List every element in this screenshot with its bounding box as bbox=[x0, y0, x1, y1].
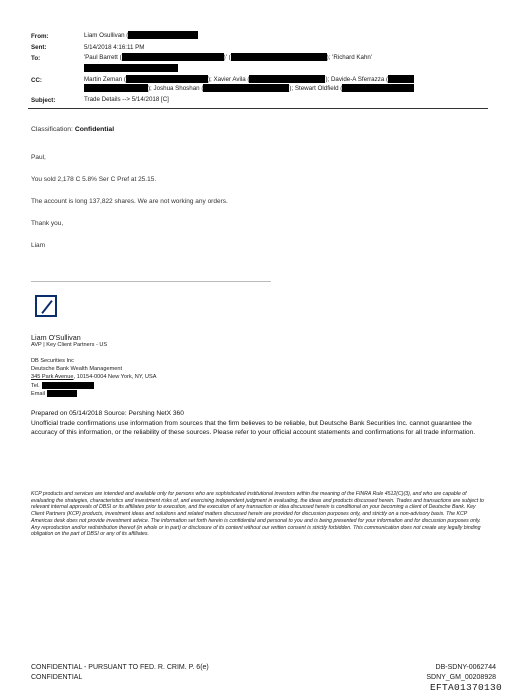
sender-first-name: Liam bbox=[31, 242, 46, 249]
greeting: Paul, bbox=[31, 154, 46, 161]
classification-value: Confidential bbox=[74, 126, 115, 133]
footer-bates-db: DB-SDNY-0062744 bbox=[435, 664, 496, 671]
cc-name-3: ); Davide-A Sferrazza ( bbox=[325, 75, 389, 83]
redaction bbox=[249, 75, 325, 83]
redaction bbox=[388, 75, 414, 83]
cc-name-2: ); Xavier Avila ( bbox=[207, 75, 250, 83]
redaction bbox=[47, 390, 77, 397]
deutsche-bank-logo bbox=[35, 295, 57, 317]
address-rest: , 10154-0004 New York, NY, USA bbox=[73, 374, 157, 380]
redaction bbox=[84, 84, 148, 92]
classification bbox=[31, 126, 114, 133]
redaction bbox=[203, 84, 289, 92]
signature-email bbox=[31, 390, 77, 397]
to-name-3: ); 'Richard Kahn' bbox=[326, 53, 373, 61]
subject-value: Trade Details --> 5/14/2018 [C] bbox=[84, 96, 169, 103]
redaction bbox=[128, 31, 198, 39]
signature-tel bbox=[31, 382, 94, 389]
from-label: From: bbox=[31, 33, 49, 40]
tel-label: Tel. bbox=[31, 382, 40, 389]
cc-name-5: ); Stewart Oldfield ( bbox=[289, 84, 343, 92]
cc-name-4: ); Joshua Shoshan ( bbox=[148, 84, 204, 92]
redaction bbox=[122, 53, 224, 61]
redaction bbox=[126, 75, 208, 83]
body-line-1: You sold 2,178 C 5.8% Ser C Pref at 25.15. bbox=[31, 176, 157, 183]
signature-title: AVP | Key Client Partners - US bbox=[31, 342, 108, 348]
redaction bbox=[42, 382, 94, 389]
to-value bbox=[84, 53, 372, 61]
body-line-2: The account is long 137,822 shares. We are not working any orders. bbox=[31, 198, 228, 205]
cc-label: CC: bbox=[31, 77, 42, 84]
classification-label: Classification: bbox=[31, 126, 73, 133]
redaction bbox=[84, 64, 178, 72]
cc-value-line1 bbox=[84, 75, 414, 83]
subject-label: Subject: bbox=[31, 97, 56, 104]
cc-name-1: Martin Zeman ( bbox=[84, 75, 126, 83]
signature-address bbox=[31, 374, 156, 380]
to-name-2: )' ( bbox=[223, 53, 231, 61]
redaction bbox=[231, 53, 327, 61]
redaction bbox=[342, 84, 414, 92]
sent-value: 5/14/2018 4:16:11 PM bbox=[84, 44, 145, 51]
signature-divider bbox=[31, 281, 271, 282]
footer-confidential-rule: CONFIDENTIAL - PURSUANT TO FED. R. CRIM. P. 6(e) bbox=[31, 664, 209, 671]
address-street: 345 Park Avenue bbox=[31, 374, 74, 380]
unofficial-notice: Unofficial trade confirmations use information from sources that the firm believes to be reliable, but Deutsche Bank Securities Inc. cannot guarantee the accuracy of this information, or the reliability of these sources. Please refer to your official account statements and confirmations for all trade information. bbox=[31, 420, 476, 436]
cc-value-line2 bbox=[148, 84, 414, 92]
email-label: Email bbox=[31, 390, 45, 397]
thanks: Thank you, bbox=[31, 220, 64, 227]
prepared-line: Prepared on 05/14/2018 Source: Pershing NetX 360 bbox=[31, 410, 184, 417]
header-divider bbox=[28, 108, 488, 109]
signature-name: Liam O'Sullivan bbox=[31, 333, 81, 342]
to-label: To: bbox=[31, 55, 41, 62]
footer-bates-sdny: SDNY_GM_00208928 bbox=[426, 674, 496, 681]
footer-efta-number: EFTA01370130 bbox=[429, 682, 502, 693]
signature-division: Deutsche Bank Wealth Management bbox=[31, 366, 123, 372]
signature-company: DB Securities Inc bbox=[31, 358, 74, 364]
sent-label: Sent: bbox=[31, 44, 47, 51]
to-name-1: 'Paul Barrett ( bbox=[84, 53, 122, 61]
footer-confidential: CONFIDENTIAL bbox=[31, 674, 83, 681]
kcp-disclaimer: KCP products and services are intended and available only for persons who are sophisticated institutional investors within the meaning of the FINRA Rule 4512(C)(3), and who are capable of evaluating the strategies, characteristics and investment risks of, and exercising independent judgment in evaluating, the ideas and products discussed herein. Trades and transactions are subject to relevant internal approvals of DBSI or its affiliates prior to execution, and the execution of any transaction or idea discussed herein is conditional on your becoming a client of Deutsche Bank. Key Client Partners (KCP) products, investment ideas and solutions and related matters discussed herein are provided for discussion purposes only, and strictly on a non-advisory basis. The KCP Americas desk does not provide investment advice. The information set forth herein is confidential and personal to you and is being presented for your information and for discussion purposes only. Any reproduction and/or redistribution thereof (in whole or in part) or disclosure of its content without our written consent is strictly forbidden. This communication does not create any legally binding obligation on the part of DBSI or any of its affiliates. bbox=[31, 491, 484, 538]
from-value bbox=[84, 31, 198, 39]
from-name: Liam Osullivan ( bbox=[84, 31, 129, 39]
